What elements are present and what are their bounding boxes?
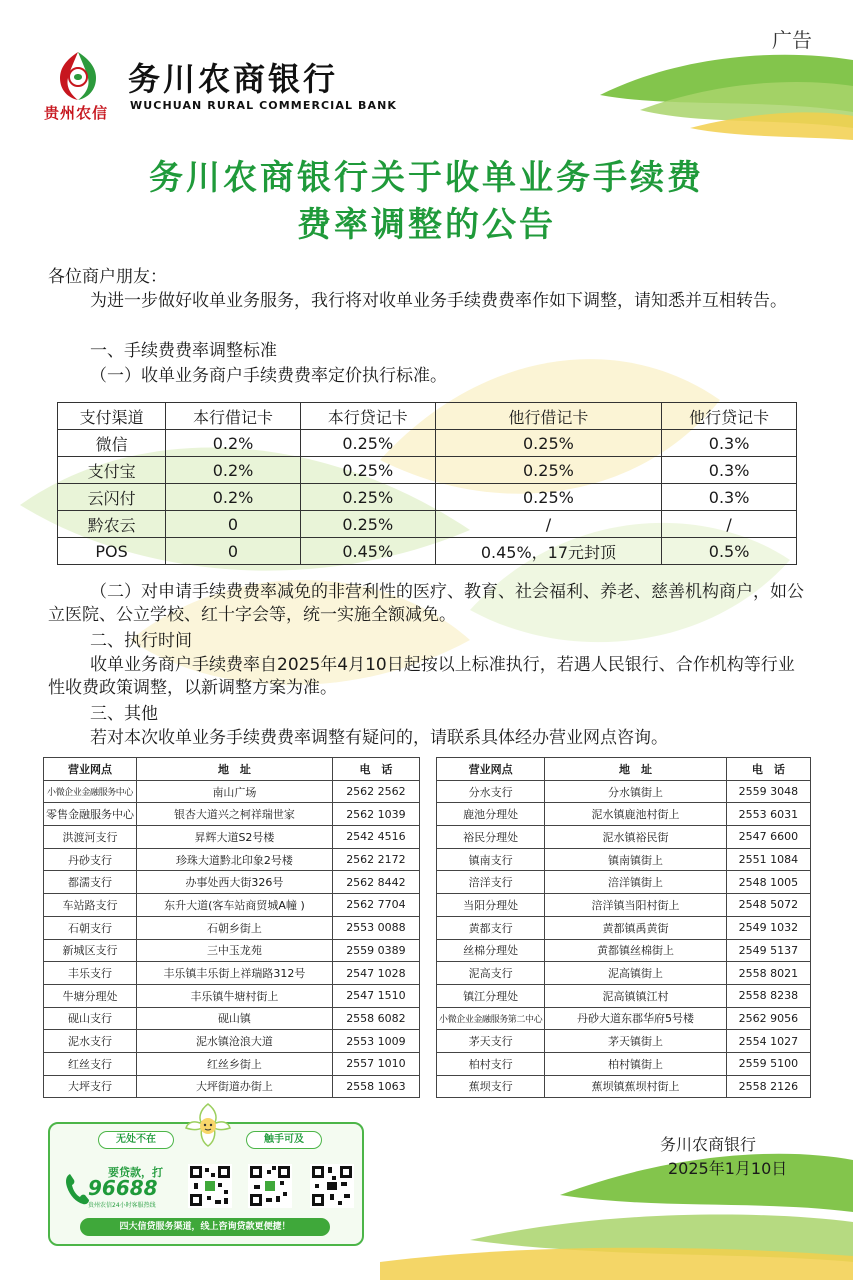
branch-phone: 2547 6600	[726, 826, 810, 849]
notice-title-line2: 费率调整的公告	[297, 205, 556, 245]
branch-header-cell: 营业网点	[44, 758, 137, 781]
branch-address: 东升大道(客车站商贸城A幢 )	[137, 894, 333, 917]
branch-address: 镇南镇街上	[545, 848, 727, 871]
table-row	[44, 894, 420, 917]
branch-phone: 2557 1010	[332, 1052, 419, 1075]
branch-phone: 2553 0088	[332, 916, 419, 939]
branch-name: 分水支行	[437, 780, 545, 803]
branch-phone: 2547 1510	[332, 984, 419, 1007]
branch-name: 牛塘分理处	[44, 984, 137, 1007]
section1-heading: 一、手续费费率调整标准	[90, 341, 277, 361]
branch-name: 镇江分理处	[437, 984, 545, 1007]
branch-phone: 2559 0389	[332, 939, 419, 962]
branch-name: 丰乐支行	[44, 962, 137, 985]
bank-logo-icon	[52, 50, 104, 102]
branch-phone: 2562 9056	[726, 1007, 810, 1030]
branch-name: 新城区支行	[44, 939, 137, 962]
rate-cell: 支付宝	[58, 457, 166, 484]
table-row	[437, 803, 811, 826]
branch-address: 三中玉龙苑	[137, 939, 333, 962]
branch-name: 零售金融服务中心	[44, 803, 137, 826]
rate-cell: 0.25%	[300, 457, 435, 484]
branch-address: 泥水镇裕民街	[545, 826, 727, 849]
rate-header-cell: 他行贷记卡	[662, 403, 797, 430]
table-row	[437, 780, 811, 803]
rate-cell: 0	[166, 538, 301, 565]
hotline-note: 贵州农信24小时客服热线	[88, 1202, 156, 1209]
branch-phone: 2558 8238	[726, 984, 810, 1007]
branch-name: 洪渡河支行	[44, 826, 137, 849]
table-row	[437, 939, 811, 962]
branch-name: 红丝支行	[44, 1052, 137, 1075]
table-row	[437, 1075, 811, 1098]
branch-header-cell: 地 址	[545, 758, 727, 781]
branch-address: 石朝乡街上	[137, 916, 333, 939]
branch-address: 丰乐镇丰乐街上祥瑞路312号	[137, 962, 333, 985]
section2-heading: 二、执行时间	[90, 631, 192, 651]
branch-name: 当阳分理处	[437, 894, 545, 917]
rate-header-cell: 支付渠道	[58, 403, 166, 430]
table-row	[44, 1075, 420, 1098]
branch-name: 丹砂支行	[44, 848, 137, 871]
table-row	[58, 538, 797, 565]
table-row	[44, 1007, 420, 1030]
rate-cell: 0.25%	[435, 457, 662, 484]
branch-address: 泥水镇鹿池村街上	[545, 803, 727, 826]
branch-address: 涪洋镇当阳村街上	[545, 894, 727, 917]
branch-address: 办事处西大街326号	[137, 871, 333, 894]
branch-table-right	[436, 757, 811, 1098]
rate-cell: 0.25%	[300, 484, 435, 511]
branch-name: 黄都支行	[437, 916, 545, 939]
branch-phone: 2558 1063	[332, 1075, 419, 1098]
rate-cell: 0.2%	[166, 430, 301, 457]
table-row	[44, 962, 420, 985]
table-row	[437, 984, 811, 1007]
rate-header-cell: 本行贷记卡	[300, 403, 435, 430]
branch-name: 柏村支行	[437, 1052, 545, 1075]
table-row	[44, 1030, 420, 1053]
table-row	[437, 871, 811, 894]
branch-name: 裕民分理处	[437, 826, 545, 849]
branch-phone: 2559 5100	[726, 1052, 810, 1075]
branch-name: 砚山支行	[44, 1007, 137, 1030]
branch-phone: 2558 2126	[726, 1075, 810, 1098]
branch-address: 珍珠大道黔北印象2号楼	[137, 848, 333, 871]
loan-label: 要贷款，打	[108, 1166, 163, 1179]
table-row	[437, 1007, 811, 1030]
branch-phone: 2549 1032	[726, 916, 810, 939]
branch-address: 柏村镇街上	[545, 1052, 727, 1075]
table-row	[437, 916, 811, 939]
table-row	[437, 1052, 811, 1075]
rate-cell: 0.3%	[662, 457, 797, 484]
branch-table-left	[43, 757, 420, 1098]
branch-address: 南山广场	[137, 780, 333, 803]
rate-cell: 0.45%	[300, 538, 435, 565]
phone-icon	[64, 1172, 90, 1206]
rate-cell: 0	[166, 511, 301, 538]
table-row	[58, 457, 797, 484]
slogan-left: 无处不在	[98, 1131, 174, 1149]
branch-address: 银杏大道兴之柯祥瑞世家	[137, 803, 333, 826]
branch-name: 蕉坝支行	[437, 1075, 545, 1098]
mascot-icon	[182, 1100, 234, 1152]
branch-phone: 2548 5072	[726, 894, 810, 917]
rate-cell: 黔农云	[58, 511, 166, 538]
branch-address: 昇辉大道S2号楼	[137, 826, 333, 849]
slogan-right: 触手可及	[246, 1131, 322, 1149]
branch-table-header	[437, 758, 811, 781]
qr-code-icon[interactable]	[310, 1164, 354, 1208]
rate-cell: 0.25%	[435, 430, 662, 457]
table-row	[58, 484, 797, 511]
bank-name-cn: 务川农商银行	[128, 60, 339, 98]
branch-header-cell: 电 话	[332, 758, 419, 781]
notice-title-line1: 务川农商银行关于收单业务手续费	[149, 158, 704, 198]
branch-address: 泥水镇沧浪大道	[137, 1030, 333, 1053]
rate-cell: 0.25%	[300, 430, 435, 457]
branch-name: 车站路支行	[44, 894, 137, 917]
branch-phone: 2549 5137	[726, 939, 810, 962]
table-row	[58, 511, 797, 538]
table-row	[44, 780, 420, 803]
qr-code-icon[interactable]	[248, 1164, 292, 1208]
branch-name: 都濡支行	[44, 871, 137, 894]
branch-phone: 2562 8442	[332, 871, 419, 894]
branch-phone: 2542 4516	[332, 826, 419, 849]
branch-phone: 2562 2172	[332, 848, 419, 871]
rate-cell: 0.25%	[300, 511, 435, 538]
branch-address: 泥高镇镇江村	[545, 984, 727, 1007]
table-row	[44, 984, 420, 1007]
branch-name: 小微企业金融服务中心	[44, 780, 137, 803]
branch-phone: 2562 1039	[332, 803, 419, 826]
section1-subheading: （一）收单业务商户手续费费率定价执行标准。	[90, 366, 447, 386]
promo-bar: 四大信贷服务渠道，线上咨询贷款更便捷！	[80, 1218, 330, 1236]
rate-header-cell: 本行借记卡	[166, 403, 301, 430]
loan-promo-card	[48, 1122, 364, 1246]
qr-code-icon[interactable]	[188, 1164, 232, 1208]
branch-address: 丰乐镇牛塘村街上	[137, 984, 333, 1007]
fee-exemption-paragraph: （二）对申请手续费费率减免的非营利性的医疗、教育、社会福利、养老、慈善机构商户，如公立医院、公立学校、红十字会等，统一实施全额减免。	[48, 582, 804, 625]
greeting: 各位商户朋友：	[48, 267, 167, 287]
rate-header-cell: 他行借记卡	[435, 403, 662, 430]
branch-phone: 2558 6082	[332, 1007, 419, 1030]
table-row	[44, 871, 420, 894]
branch-address: 茅天镇街上	[545, 1030, 727, 1053]
hotline-number[interactable]: 96688	[88, 1176, 158, 1200]
effective-date-paragraph: 收单业务商户手续费率自2025年4月10日起按以上标准执行，若遇人民银行、合作机构等行业性收费政策调整，以新调整方案为准。	[48, 655, 795, 698]
branch-name: 泥高支行	[437, 962, 545, 985]
branch-address: 丹砂大道东郡华府5号楼	[545, 1007, 727, 1030]
rate-cell: /	[662, 511, 797, 538]
table-row	[44, 939, 420, 962]
branch-name: 丝棉分理处	[437, 939, 545, 962]
branch-address: 分水镇街上	[545, 780, 727, 803]
table-row	[437, 826, 811, 849]
branch-address: 涪洋镇街上	[545, 871, 727, 894]
signature-org: 务川农商银行	[660, 1135, 757, 1154]
branch-name: 茅天支行	[437, 1030, 545, 1053]
intro-paragraph: 为进一步做好收单业务服务，我行将对收单业务手续费费率作如下调整，请知悉并互相转告。	[90, 291, 787, 311]
sub-brand-name: 贵州农信	[44, 104, 109, 122]
branch-table-header	[44, 758, 420, 781]
section3-heading: 三、其他	[90, 704, 158, 724]
rate-cell: /	[435, 511, 662, 538]
rate-cell: POS	[58, 538, 166, 565]
branch-address: 蕉坝镇蕉坝村街上	[545, 1075, 727, 1098]
rate-cell: 0.3%	[662, 484, 797, 511]
table-row	[44, 916, 420, 939]
table-row	[44, 848, 420, 871]
branch-name: 小微企业金融服务第二中心	[437, 1007, 545, 1030]
branch-name: 石朝支行	[44, 916, 137, 939]
rate-cell: 微信	[58, 430, 166, 457]
branch-phone: 2547 1028	[332, 962, 419, 985]
branch-header-cell: 营业网点	[437, 758, 545, 781]
rate-cell: 0.2%	[166, 484, 301, 511]
rate-cell: 0.2%	[166, 457, 301, 484]
branch-header-cell: 地 址	[137, 758, 333, 781]
branch-name: 鹿池分理处	[437, 803, 545, 826]
rate-cell: 0.3%	[662, 430, 797, 457]
bank-name-en: WUCHUAN RURAL COMMERCIAL BANK	[130, 99, 398, 112]
rate-cell: 云闪付	[58, 484, 166, 511]
branch-phone: 2558 8021	[726, 962, 810, 985]
rate-cell: 0.5%	[662, 538, 797, 565]
branch-phone: 2559 3048	[726, 780, 810, 803]
table-row	[58, 430, 797, 457]
branch-phone: 2562 7704	[332, 894, 419, 917]
rate-table	[57, 402, 797, 565]
table-row	[437, 1030, 811, 1053]
branch-name: 泥水支行	[44, 1030, 137, 1053]
table-row	[44, 826, 420, 849]
branch-address: 泥高镇街上	[545, 962, 727, 985]
branch-phone: 2548 1005	[726, 871, 810, 894]
branch-phone: 2553 1009	[332, 1030, 419, 1053]
branch-address: 红丝乡街上	[137, 1052, 333, 1075]
table-row	[437, 962, 811, 985]
contact-paragraph: 若对本次收单业务手续费费率调整有疑问的，请联系具体经办营业网点咨询。	[90, 728, 668, 748]
ad-tag: 广告	[772, 28, 812, 52]
rate-table-header	[58, 403, 797, 430]
branch-address: 砚山镇	[137, 1007, 333, 1030]
branch-phone: 2554 1027	[726, 1030, 810, 1053]
rate-cell: 0.45%，17元封顶	[435, 538, 662, 565]
table-row	[44, 1052, 420, 1075]
table-row	[437, 848, 811, 871]
signature-date: 2025年1月10日	[668, 1159, 788, 1178]
branch-phone: 2553 6031	[726, 803, 810, 826]
branch-address: 黄都镇丝棉街上	[545, 939, 727, 962]
branch-address: 黄都镇禹黄街	[545, 916, 727, 939]
table-row	[437, 894, 811, 917]
branch-name: 大坪支行	[44, 1075, 137, 1098]
branch-phone: 2551 1084	[726, 848, 810, 871]
table-row	[44, 803, 420, 826]
branch-address: 大坪街道办街上	[137, 1075, 333, 1098]
branch-header-cell: 电 话	[726, 758, 810, 781]
rate-cell: 0.25%	[435, 484, 662, 511]
branch-phone: 2562 2562	[332, 780, 419, 803]
branch-name: 镇南支行	[437, 848, 545, 871]
branch-name: 涪洋支行	[437, 871, 545, 894]
